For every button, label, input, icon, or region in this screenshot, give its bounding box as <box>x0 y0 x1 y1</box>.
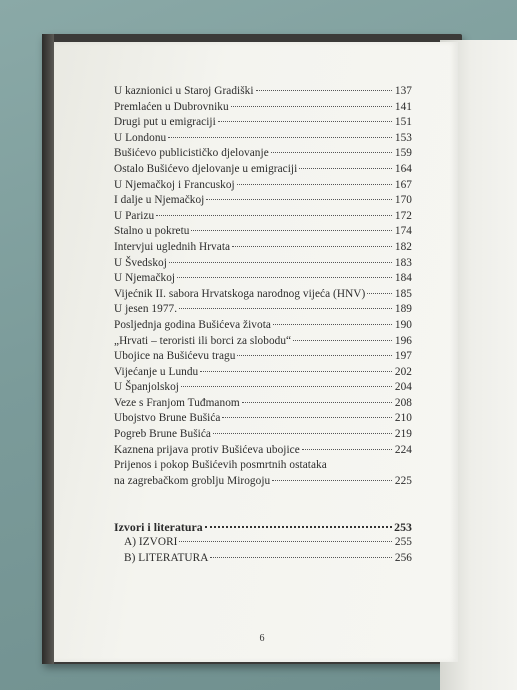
toc-entry-page: 208 <box>394 396 412 409</box>
toc-entry-page: 219 <box>394 428 412 441</box>
toc-entry-page: 202 <box>394 365 412 378</box>
toc-entry-title: Intervjui uglednih Hrvata <box>114 240 231 253</box>
dot-leader <box>242 402 392 403</box>
toc-entry <box>114 397 412 413</box>
toc-entry <box>114 147 412 163</box>
page-number: 6 <box>259 633 265 644</box>
toc-entry <box>114 319 412 335</box>
toc-entry-title: U Njemačkoj <box>114 272 176 285</box>
toc-entry-title: „Hrvati – teroristi ili borci za slobodu“ <box>114 334 292 347</box>
dot-leader <box>237 184 392 185</box>
toc-section-heading <box>114 520 412 536</box>
dot-leader <box>191 230 392 231</box>
toc-entry <box>114 101 412 117</box>
toc-entry-title: U jesen 1977. <box>114 303 178 316</box>
toc-entry-page: 182 <box>394 240 412 253</box>
toc-entry-title: Vijećnik II. sabora Hrvatskoga narodnog vijeća (HNV) <box>114 287 366 300</box>
dot-leader <box>179 541 392 542</box>
toc-entry-title: Ostalo Bušićevo djelovanje u emigraciji <box>114 162 298 175</box>
toc-entry-title: Pogreb Brune Bušića <box>114 428 211 441</box>
toc-entry-page: 224 <box>394 443 412 456</box>
toc-subsection <box>114 536 412 552</box>
table-of-contents <box>114 85 412 567</box>
toc-entry-page: 159 <box>394 147 412 160</box>
dot-leader <box>206 199 392 200</box>
toc-entry-page: 189 <box>394 303 412 316</box>
dot-leader <box>179 308 392 309</box>
dot-leader <box>273 324 392 325</box>
toc-entry-title: U Londonu <box>114 131 167 144</box>
toc-entry <box>114 366 412 382</box>
toc-entry <box>114 412 412 428</box>
toc-entry <box>114 350 412 366</box>
toc-entry-title: Veze s Franjom Tuđmanom <box>114 396 240 409</box>
dot-leader <box>232 246 392 247</box>
dot-leader <box>302 449 392 450</box>
toc-entry-page: 141 <box>394 100 412 113</box>
toc-entry <box>114 179 412 195</box>
dot-leader <box>213 433 392 434</box>
dot-leader <box>293 340 392 341</box>
toc-entry-page: 185 <box>394 287 412 300</box>
toc-entry-title: Ubojice na Bušićevu tragu <box>114 350 236 363</box>
toc-section-title: Izvori i literatura <box>114 520 203 535</box>
toc-entry-page: 184 <box>394 272 412 285</box>
dot-leader <box>299 168 392 169</box>
toc-entry-title-line2: na zagrebačkom groblju Mirogoju <box>114 474 271 487</box>
toc-entry-title: Vijećanje u Lundu <box>114 365 199 378</box>
toc-entry-page: 204 <box>394 381 412 394</box>
toc-entry <box>114 85 412 101</box>
dot-leader <box>237 355 392 356</box>
toc-entry <box>114 288 412 304</box>
toc-entry-page: 137 <box>394 85 412 97</box>
toc-subsection-title: B) LITERATURA <box>124 551 209 564</box>
dot-leader <box>168 137 392 138</box>
toc-entry-title-line1: Prijenos i pokop Bušićevih posmrtnih ostataka <box>114 459 327 472</box>
toc-entry-title: Ubojstvo Brune Bušića <box>114 412 221 425</box>
toc-entry-page: 153 <box>394 131 412 144</box>
toc-entry-page: 225 <box>394 474 412 487</box>
toc-entry-page: 170 <box>394 194 412 207</box>
toc-entry-page: 167 <box>394 178 412 191</box>
toc-entry <box>114 225 412 241</box>
dot-leader <box>367 293 392 294</box>
toc-entry <box>114 257 412 273</box>
toc-entry <box>114 272 412 288</box>
toc-entry-title: U kaznionici u Staroj Gradiški <box>114 85 254 97</box>
toc-entry-title: U Parizu <box>114 209 155 222</box>
toc-entry-page: 183 <box>394 256 412 269</box>
toc-entry <box>114 194 412 210</box>
toc-entry-title: I dalje u Njemačkoj <box>114 194 205 207</box>
dot-leader <box>222 417 392 418</box>
dot-leader <box>256 90 392 91</box>
toc-subsection-page: 255 <box>394 536 412 549</box>
toc-entry <box>114 163 412 179</box>
toc-entry-multiline-first <box>114 459 412 475</box>
toc-entry-title: U Švedskoj <box>114 256 167 269</box>
dot-leader <box>218 121 392 122</box>
toc-entry-title: Drugi put u emigraciji <box>114 116 216 129</box>
toc-entry <box>114 428 412 444</box>
toc-entry-title: Posljednja godina Bušićeva života <box>114 318 271 331</box>
toc-entry-page: 210 <box>394 412 412 425</box>
toc-subsection <box>114 552 412 568</box>
toc-entry-page: 196 <box>394 334 412 347</box>
dot-leader <box>271 152 392 153</box>
toc-entry-page: 190 <box>394 318 412 331</box>
dot-leader <box>181 386 392 387</box>
dot-leader <box>272 480 392 481</box>
dot-leader <box>200 371 392 372</box>
dot-leader <box>177 277 392 278</box>
toc-entry-title: Kaznena prijava protiv Bušićeva ubojice <box>114 443 300 456</box>
toc-entry <box>114 116 412 132</box>
dot-leader <box>169 262 392 263</box>
toc-entry-page: 174 <box>394 225 412 238</box>
dot-leader <box>205 526 392 528</box>
toc-entry-title: U Španjolskoj <box>114 381 179 394</box>
toc-entry-page: 151 <box>394 116 412 129</box>
toc-entry-title: Bušićevo publicističko djelovanje <box>114 147 269 160</box>
toc-entry-title: U Njemačkoj i Francuskoj <box>114 178 235 191</box>
toc-entry <box>114 303 412 319</box>
toc-subsection-title: A) IZVORI <box>124 536 178 549</box>
toc-entry <box>114 241 412 257</box>
dot-leader <box>156 215 392 216</box>
toc-entry <box>114 132 412 148</box>
toc-entry <box>114 210 412 226</box>
toc-section-page: 253 <box>394 520 412 535</box>
toc-entry-multiline-second <box>114 475 412 491</box>
dot-leader <box>210 557 392 558</box>
toc-entry-title: Stalno u pokretu <box>114 225 190 238</box>
toc-entry <box>114 381 412 397</box>
toc-entry-page: 197 <box>394 350 412 363</box>
book-spine-gutter <box>42 34 54 664</box>
toc-entry <box>114 444 412 460</box>
toc-subsection-page: 256 <box>394 551 412 564</box>
toc-entry-title: Premlaćen u Dubrovniku <box>114 100 229 113</box>
toc-entry-page: 164 <box>394 162 412 175</box>
dot-leader <box>231 106 392 107</box>
toc-entry-page: 172 <box>394 209 412 222</box>
toc-entry <box>114 335 412 351</box>
